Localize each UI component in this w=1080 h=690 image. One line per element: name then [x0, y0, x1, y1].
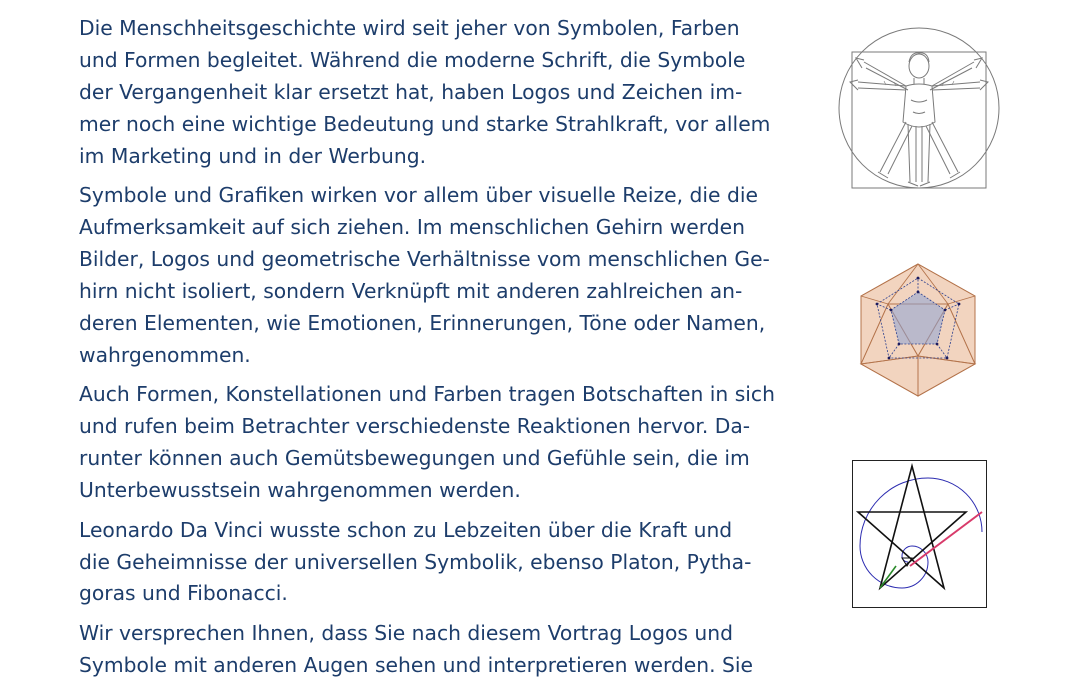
text-line: Die Menschheitsgeschichte wird seit jeher von Symbolen, Farben [79, 16, 740, 40]
text-line: der Vergangenheit klar ersetzt hat, haben Logos und Zeichen im- [79, 79, 743, 104]
text-line: Unterbewusstsein wahrgenommen werden. [79, 478, 521, 503]
pentagram-icon [852, 460, 987, 608]
text-line: und rufen beim Betrachter verschiedenste Reaktionen hervor. Da- [79, 414, 751, 439]
text-line: Auch Formen, Konstellationen und Farben tragen Botschaften in sich [79, 382, 775, 407]
paragraph-2 [79, 180, 769, 371]
text-line: im Marketing und in der Werbung. [79, 143, 427, 168]
text-line: Wir versprechen Ihnen, dass Sie nach diesem Vortrag Logos und [79, 621, 733, 646]
text-line: Symbole mit anderen Augen sehen und interpretieren werden. Sie [79, 652, 754, 677]
text-line: die Geheimnisse der universellen Symbolik, ebenso Platon, Pytha- [79, 549, 752, 574]
vitruvian-man-icon [836, 22, 1002, 192]
polyhedron-icon [857, 262, 979, 398]
paragraph-4 [79, 515, 769, 611]
paragraph-1 [79, 13, 769, 173]
text-line: Symbole und Grafiken wirken vor allem über visuelle Reize, die die [79, 183, 758, 208]
text-line: deren Elementen, wie Emotionen, Erinnerungen, Töne oder Namen, [79, 310, 766, 335]
paragraph-5 [79, 618, 769, 682]
text-line: und Formen begleitet. Während die moderne Schrift, die Symbole [79, 47, 746, 72]
text-line: Aufmerksamkeit auf sich ziehen. Im menschlichen Gehirn werden [79, 215, 745, 240]
text-line: wahrgenommen. [79, 342, 251, 367]
text-line: mer noch eine wichtige Bedeutung und starke Strahlkraft, vor allem [79, 111, 771, 136]
text-line: Leonardo Da Vinci wusste schon zu Lebzeiten über die Kraft und [79, 517, 733, 542]
article-body [79, 13, 775, 690]
text-line: runter können auch Gemütsbewegungen und Gefühle sein, die im [79, 446, 750, 471]
text-line: hirn nicht isoliert, sondern Verknüpft mit anderen zahlreichen an- [79, 278, 743, 303]
icosahedron-dodecahedron-illustration [857, 262, 979, 398]
vitruvian-man-illustration [836, 22, 1002, 192]
pentagram-golden-spiral-illustration [852, 460, 987, 608]
text-line: goras und Fibonacci. [79, 581, 288, 606]
text-line: Bilder, Logos und geometrische Verhältnisse vom menschlichen Ge- [79, 247, 770, 272]
paragraph-3 [79, 379, 775, 507]
